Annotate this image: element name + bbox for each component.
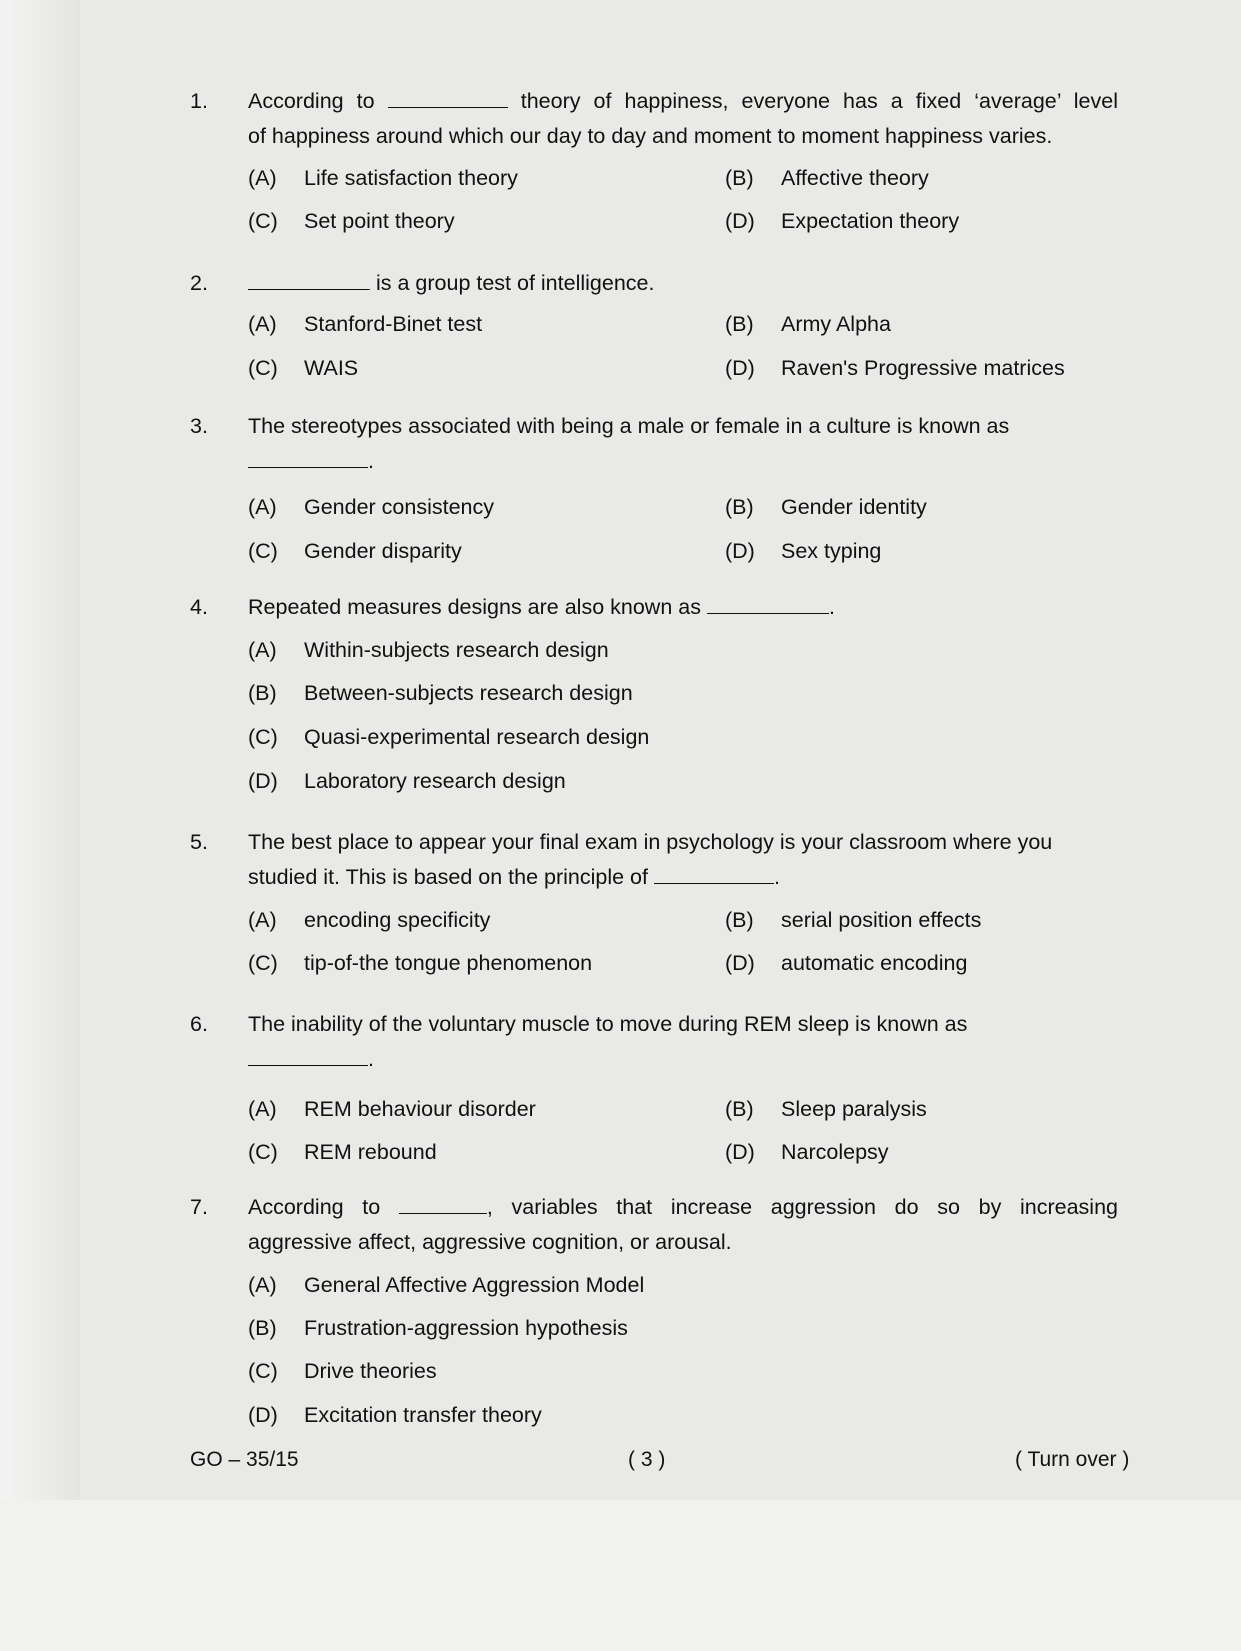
question-stem [248,1190,1118,1260]
question-number: 6. [190,1012,208,1036]
option-b: (B) Army Alpha [725,312,891,336]
stem-text: studied it. This is based on the principle of [248,865,648,889]
option-a: (A) General Affective Aggression Model [248,1273,645,1297]
question-stem [248,1007,1118,1077]
scan-margin [0,0,80,1651]
option-c: (C) Drive theories [248,1359,437,1383]
question-number: 7. [190,1195,208,1219]
question-stem [248,825,1118,895]
option-d: (D) Expectation theory [725,209,960,233]
option-c: (C) Set point theory [248,209,455,233]
question-stem [248,590,1118,625]
option-b: (B) serial position effects [725,908,982,932]
option-c: (C) WAIS [248,356,359,380]
answer-blank [399,1195,487,1214]
stem-text: . [368,1047,374,1071]
option-b: (B) Frustration-aggression hypothesis [248,1316,628,1340]
answer-blank [248,449,368,468]
stem-text: , variables that increase aggression do so by increasing [486,1195,1118,1219]
question-number: 2. [190,271,208,295]
question-number: 5. [190,830,208,854]
stem-text: of happiness around which our day to day and moment to moment happiness varies. [248,124,1053,148]
answer-blank [707,595,829,614]
stem-text: aggressive affect, aggressive cognition, or arousal. [248,1230,732,1254]
option-d: (D) Narcolepsy [725,1140,889,1164]
stem-text: theory of happiness, everyone has a fixed ‘average’ level [520,89,1118,113]
option-b: (B) Sleep paralysis [725,1097,927,1121]
option-a: (A) REM behaviour disorder [248,1097,536,1121]
question-stem [248,409,1118,479]
option-c: (C) REM rebound [248,1140,437,1164]
question-stem [248,266,1118,301]
stem-text: . [773,865,780,889]
question-number: 4. [190,595,208,619]
stem-text: . [368,449,374,473]
turn-over-note: ( Turn over ) [1015,1448,1130,1471]
stem-text: The stereotypes associated with being a male or female in a culture is known as [248,414,1010,438]
stem-text: The best place to appear your final exam in psychology is your classroom where you [248,830,1053,854]
option-c: (C) tip-of-the tongue phenomenon [248,951,593,975]
option-d: (D) Excitation transfer theory [248,1403,542,1427]
option-d: (D) automatic encoding [725,951,968,975]
option-a: (A) Life satisfaction theory [248,166,518,190]
option-b: (B) Between-subjects research design [248,681,633,705]
page-number: ( 3 ) [628,1448,666,1471]
answer-blank [248,271,370,290]
option-d: (D) Raven's Progressive matrices [725,356,1065,380]
stem-text: . [828,595,835,619]
page-bottom-margin [0,1500,1241,1651]
answer-blank [654,865,774,884]
option-a: (A) Within-subjects research design [248,638,609,662]
stem-text: Repeated measures designs are also known as [248,595,701,619]
stem-text: is a group test of intelligence. [375,271,655,295]
answer-blank [388,89,508,108]
paper-code: GO – 35/15 [190,1448,299,1471]
stem-text: The inability of the voluntary muscle to move during REM sleep is known as [248,1012,968,1036]
question-number: 3. [190,414,208,438]
option-b: (B) Gender identity [725,495,927,519]
question-number: 1. [190,89,208,113]
stem-text: According to [248,1195,381,1219]
option-c: (C) Gender disparity [248,539,462,563]
option-d: (D) Sex typing [725,539,882,563]
answer-blank [248,1047,368,1066]
option-a: (A) encoding specificity [248,908,491,932]
stem-text: According to [248,89,375,113]
option-d: (D) Laboratory research design [248,769,566,793]
option-c: (C) Quasi-experimental research design [248,725,650,749]
question-stem [248,84,1118,154]
option-a: (A) Gender consistency [248,495,495,519]
option-b: (B) Affective theory [725,166,929,190]
option-a: (A) Stanford-Binet test [248,312,483,336]
